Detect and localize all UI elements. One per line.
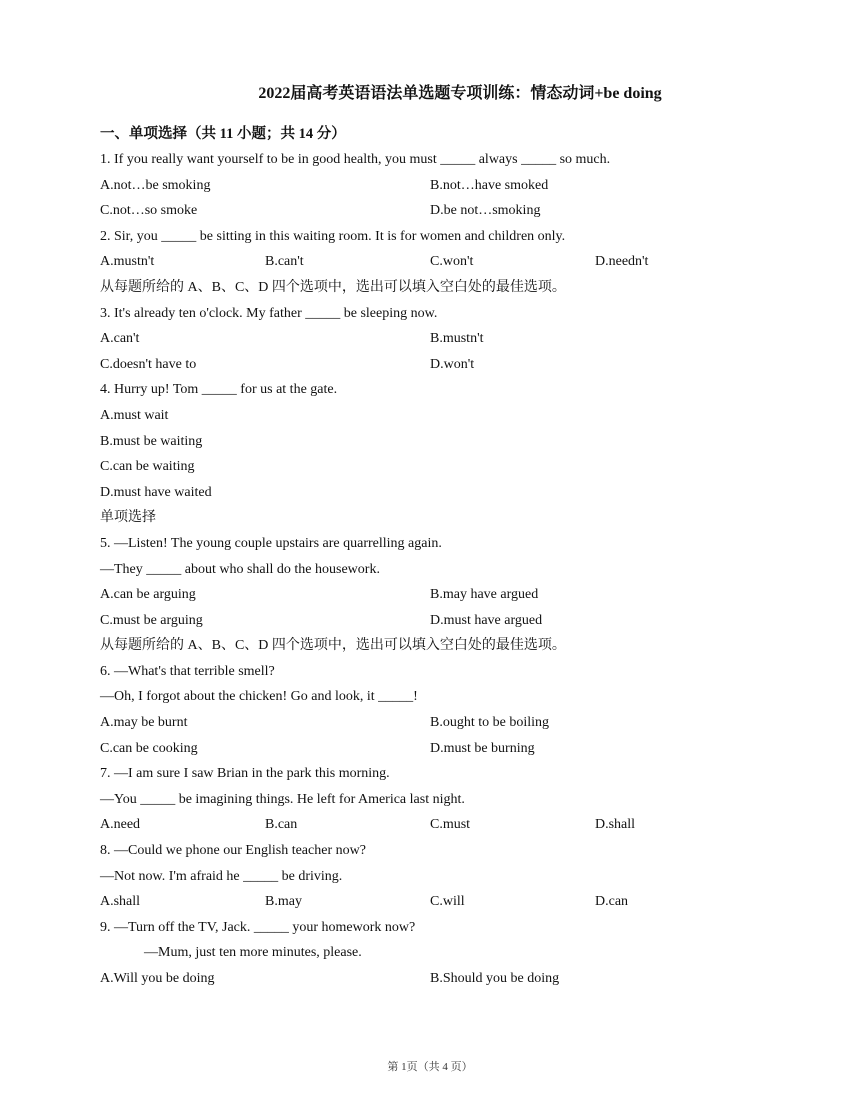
question-stem: 5. —Listen! The young couple upstairs are quarrelling again.: [100, 535, 442, 551]
option-b: B.may: [265, 894, 302, 910]
option-b: B.can't: [265, 254, 304, 270]
option-c: C.must be arguing: [100, 612, 203, 628]
question-stem-reply: —Mum, just ten more minutes, please.: [144, 945, 362, 961]
option-c: C.must: [430, 817, 471, 833]
option-a: A.shall: [100, 894, 141, 910]
question-stem-reply: —Oh, I forgot about the chicken! Go and look, it _____!: [100, 689, 418, 705]
option-c: C.can be cooking: [100, 740, 198, 756]
question-stem: 2. Sir, you _____ be sitting in this waiting room. It is for women and children only.: [100, 228, 566, 244]
option-d: D.needn't: [595, 254, 649, 270]
option-d: D.must have waited: [100, 484, 212, 500]
option-row: [100, 176, 780, 202]
question-stem: 7. —I am sure I saw Brian in the park this morning.: [100, 766, 390, 782]
option-row: [100, 713, 780, 739]
option-b: B.Should you be doing: [430, 971, 560, 986]
question-stem-reply: —Not now. I'm afraid he _____ be driving.: [100, 868, 343, 884]
question-stem: 9. —Turn off the TV, Jack. _____ your homework now?: [100, 919, 416, 935]
instruction-text: 从每题所给的 A、B、C、D 四个选项中，选出可以填入空白处的最佳选项。: [100, 638, 566, 654]
option-row: [100, 585, 780, 611]
question-stem: 4. Hurry up! Tom _____ for us at the gate.: [100, 382, 338, 398]
option-d: D.can: [595, 894, 629, 910]
option-b: B.mustn't: [430, 331, 484, 347]
option-row: [100, 969, 780, 995]
option-d: D.won't: [430, 356, 475, 372]
sub-heading: 单项选择: [100, 510, 156, 526]
question-list: [100, 124, 780, 995]
option-c: C.not…so smoke: [100, 203, 198, 219]
option-row: [100, 611, 780, 637]
option-a: A.can be arguing: [100, 587, 196, 603]
option-a: A.may be burnt: [100, 715, 188, 731]
question-stem: 6. —What's that terrible smell?: [100, 663, 275, 679]
option-c: C.can be waiting: [100, 459, 195, 475]
option-a: A.must wait: [100, 407, 169, 423]
option-d: D.be not…smoking: [430, 203, 541, 219]
option-row: [100, 892, 780, 918]
question-stem: 3. It's already ten o'clock. My father _____ be sleeping now.: [100, 305, 438, 321]
question-stem: 8. —Could we phone our English teacher now?: [100, 843, 366, 859]
option-d: D.must be burning: [430, 740, 535, 756]
question-stem-reply: —You _____ be imagining things. He left for America last night.: [100, 791, 465, 807]
option-c: C.won't: [430, 254, 474, 270]
option-c: C.will: [430, 894, 465, 910]
question-stem-reply: —They _____ about who shall do the housework.: [100, 561, 380, 577]
option-a: A.can't: [100, 331, 140, 347]
option-b: B.may have argued: [430, 587, 539, 603]
option-row: [100, 355, 780, 381]
option-a: A.Will you be doing: [100, 971, 215, 986]
document-title: 2022届高考英语语法单选题专项训练：情态动词+be doing: [258, 85, 662, 102]
option-a: A.need: [100, 817, 141, 833]
option-d: D.shall: [595, 817, 636, 833]
option-a: A.mustn't: [100, 254, 155, 270]
option-d: D.must have argued: [430, 612, 543, 628]
option-column: [100, 406, 780, 508]
option-c: C.doesn't have to: [100, 356, 197, 372]
section-heading: 一、单项选择（共 11 小题；共 14 分）: [100, 126, 346, 142]
option-a: A.not…be smoking: [100, 177, 211, 193]
option-row: [100, 739, 780, 765]
page-footer: 第 1页（共 4 页）: [387, 1061, 473, 1073]
question-stem: 1. If you really want yourself to be in good health, you must _____ always _____ so much.: [100, 152, 611, 167]
instruction-text: 从每题所给的 A、B、C、D 四个选项中，选出可以填入空白处的最佳选项。: [100, 279, 566, 295]
option-row: [100, 329, 780, 355]
option-b: B.must be waiting: [100, 433, 203, 449]
option-b: B.can: [265, 817, 298, 833]
option-row: [100, 252, 780, 278]
option-b: B.not…have smoked: [430, 177, 549, 193]
option-b: B.ought to be boiling: [430, 715, 549, 731]
option-row: [100, 201, 780, 227]
option-row: [100, 815, 780, 841]
